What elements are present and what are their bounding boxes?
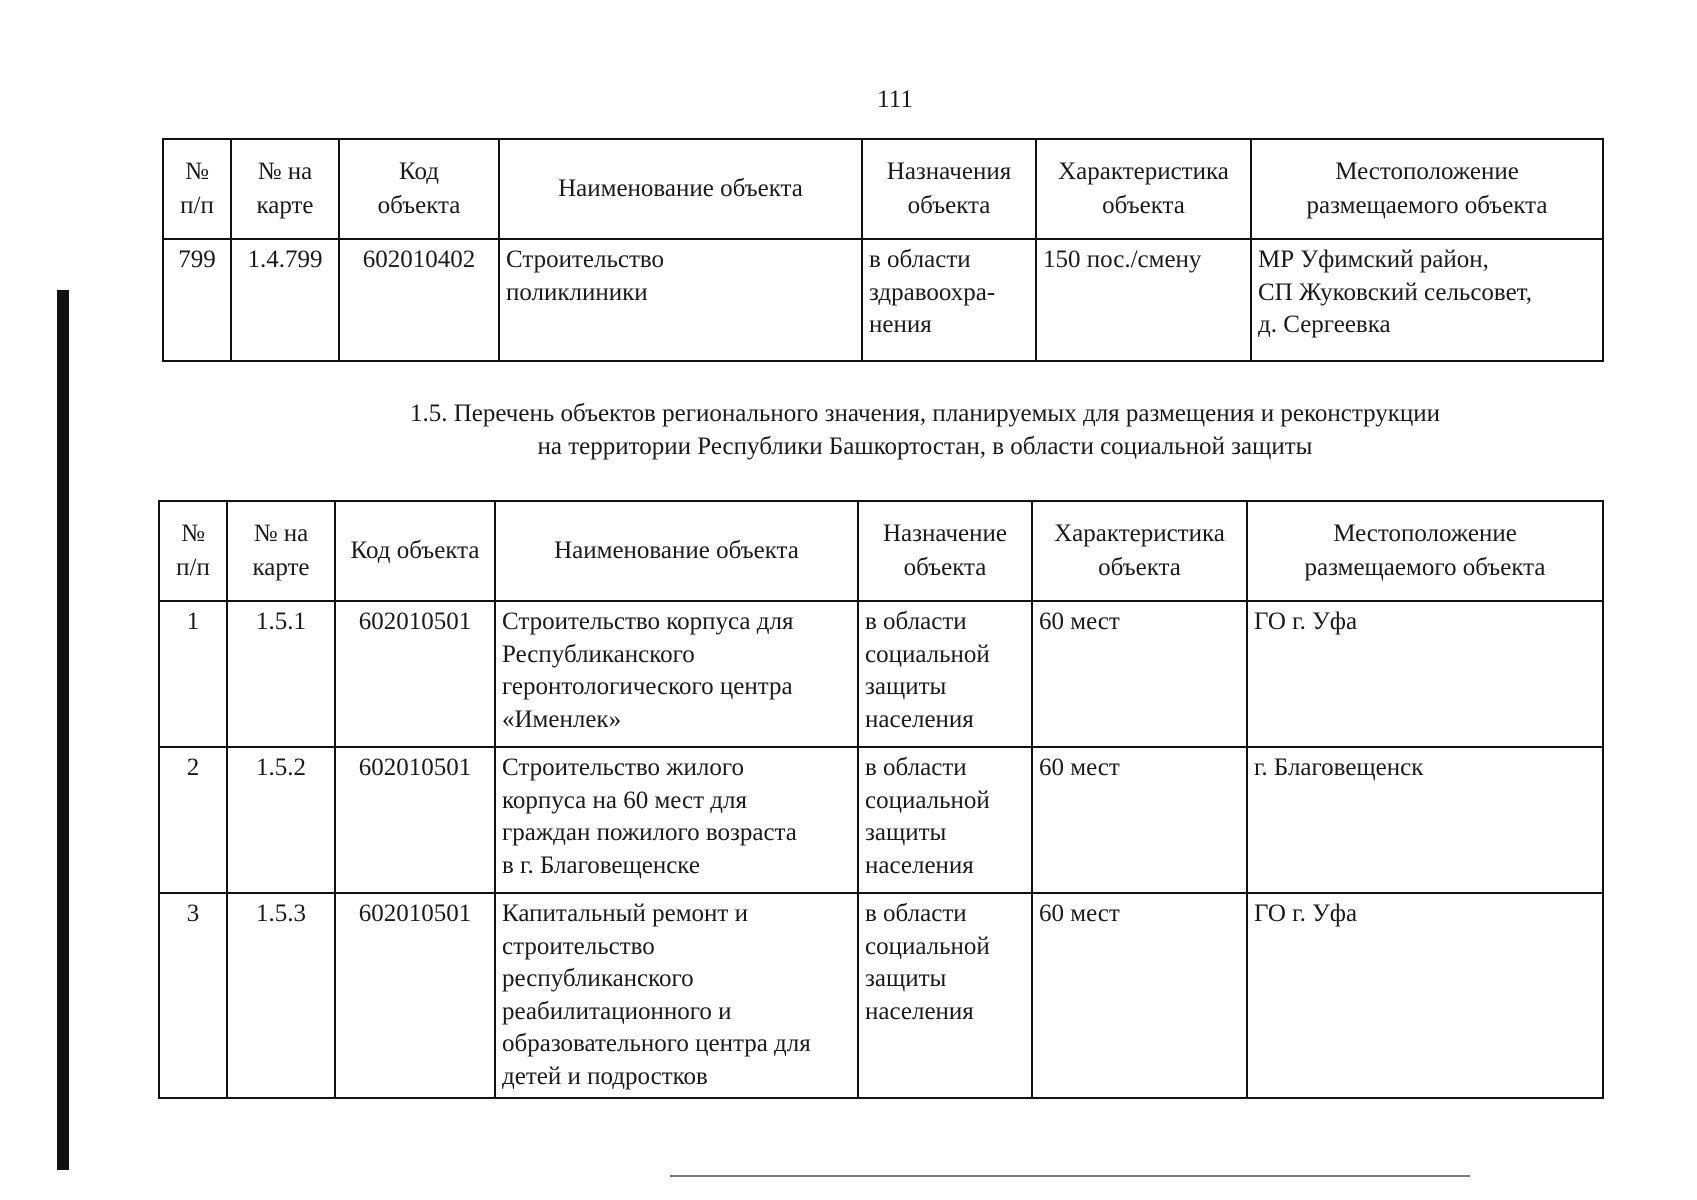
- cell-map-num: 1.5.2: [227, 747, 335, 893]
- cell-object-name: Капитальный ремонт и строительство республиканского реабилитационного и образовательного центра для детей и подростков: [495, 893, 858, 1098]
- table-row: [159, 747, 1603, 893]
- cell-map-num: 1.4.799: [231, 239, 339, 361]
- cell-num: 1: [159, 601, 227, 747]
- header-object-name: Наименование объекта: [499, 139, 862, 239]
- objects-table-healthcare: [162, 138, 1604, 362]
- page-number: 111: [877, 86, 913, 113]
- cell-characteristic: 60 мест: [1032, 893, 1247, 1098]
- header-num: № п/п: [159, 501, 227, 601]
- cell-object-code: 602010501: [335, 747, 495, 893]
- cell-num: 799: [163, 239, 231, 361]
- table-header-row: [163, 139, 1603, 239]
- table-row: [159, 893, 1603, 1098]
- scan-edge-mark: [57, 290, 69, 1170]
- cell-map-num: 1.5.1: [227, 601, 335, 747]
- header-location: Местоположение размещаемого объекта: [1251, 139, 1603, 239]
- header-object-code: Код объекта: [335, 501, 495, 601]
- cell-characteristic: 60 мест: [1032, 601, 1247, 747]
- header-map-num: № на карте: [227, 501, 335, 601]
- cell-location: ГО г. Уфа: [1247, 601, 1603, 747]
- cell-object-name: Строительство поликлиники: [499, 239, 862, 361]
- cell-object-name: Строительство корпуса для Республиканского геронтологического центра «Именлек»: [495, 601, 858, 747]
- cell-purpose: в области социальной защиты населения: [858, 747, 1032, 893]
- header-object-code: Код объекта: [339, 139, 499, 239]
- header-characteristic: Характеристика объекта: [1032, 501, 1247, 601]
- cell-num: 2: [159, 747, 227, 893]
- cell-location: г. Благовещенск: [1247, 747, 1603, 893]
- header-location: Местоположение размещаемого объекта: [1247, 501, 1603, 601]
- cell-characteristic: 60 мест: [1032, 747, 1247, 893]
- table-row: [159, 601, 1603, 747]
- header-map-num: № на карте: [231, 139, 339, 239]
- cell-num: 3: [159, 893, 227, 1098]
- header-purpose: Назначения объекта: [862, 139, 1036, 239]
- cell-object-code: 602010501: [335, 601, 495, 747]
- table-header-row: [159, 501, 1603, 601]
- table-row: [163, 239, 1603, 361]
- cell-purpose: в области социальной защиты населения: [858, 893, 1032, 1098]
- cell-purpose: в области здравоохра- нения: [862, 239, 1036, 361]
- cell-location: ГО г. Уфа: [1247, 893, 1603, 1098]
- cell-object-name: Строительство жилого корпуса на 60 мест для граждан пожилого возраста в г. Благовещенске: [495, 747, 858, 893]
- cell-location: МР Уфимский район, СП Жуковский сельсовет, д. Сергеевка: [1251, 239, 1603, 361]
- cell-map-num: 1.5.3: [227, 893, 335, 1098]
- cell-characteristic: 150 пос./смену: [1036, 239, 1251, 361]
- header-characteristic: Характеристика объекта: [1036, 139, 1251, 239]
- objects-table-social-protection: [158, 500, 1604, 1099]
- cell-object-code: 602010402: [339, 239, 499, 361]
- header-object-name: Наименование объекта: [495, 501, 858, 601]
- cell-object-code: 602010501: [335, 893, 495, 1098]
- scan-bottom-line: [670, 1175, 1470, 1177]
- header-num: № п/п: [163, 139, 231, 239]
- header-purpose: Назначение объекта: [858, 501, 1032, 601]
- section-title: 1.5. Перечень объектов регионального значения, планируемых для размещения и реконструкции на территории Республики Башкортостан, в области социальной защиты: [409, 400, 1441, 460]
- cell-purpose: в области социальной защиты населения: [858, 601, 1032, 747]
